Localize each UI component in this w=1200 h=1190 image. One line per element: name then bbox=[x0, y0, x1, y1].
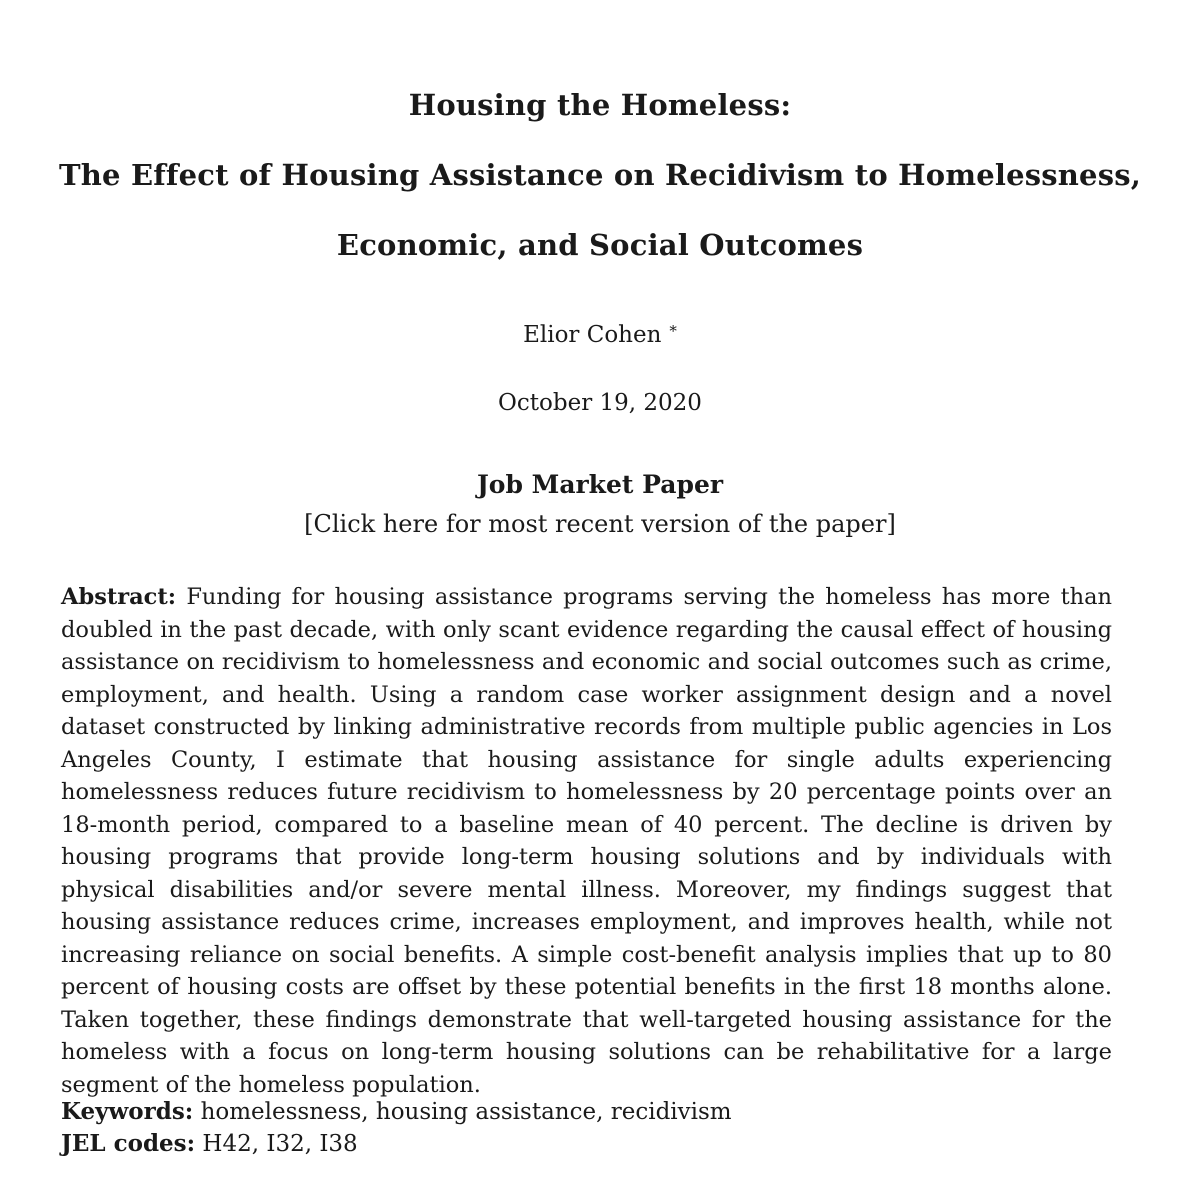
author-footnote-mark[interactable]: * bbox=[669, 322, 677, 340]
title-line-1: Housing the Homeless: bbox=[408, 88, 792, 122]
author-name: Elior Cohen bbox=[523, 322, 662, 348]
jel-codes-label: JEL codes: bbox=[61, 1130, 196, 1157]
paper-type: Job Market Paper bbox=[476, 470, 724, 499]
title-line-2: The Effect of Housing Assistance on Recidivism to Homelessness, bbox=[58, 158, 1142, 192]
keywords-label: Keywords: bbox=[61, 1098, 194, 1125]
abstract-label: Abstract: bbox=[61, 584, 177, 610]
abstract-text: Funding for housing assistance programs serving the homeless has more than doubled in the past decade, with only scant evidence regarding the causal effect of housing assistance on recidivism to homelessness and economic and social outcomes such as crime, employment, and health. Using a random case worker assignment design and a novel dataset constructed by linking administrative records from multiple public agencies in Los Angeles County, I estimate that housing assistance for single adults experiencing homelessness reduces future recidivism to homelessness by 20 percentage points over an 18-month period, compared to a baseline mean of 40 percent. The decline is driven by housing programs that provide long-term housing solutions and by individuals with physical disabilities and/or severe mental illness. Moreover, my findings suggest that housing assistance reduces crime, increases employment, and improves health, while not increasing reliance on social benefits. A simple cost-benefit analysis implies that up to 80 percent of housing costs are offset by these potential benefits in the first 18 months alone. Taken together, these findings demonstrate that well-targeted housing assistance for the homeless with a focus on long-term housing solutions can be rehabilitative for a large segment of the homeless population. bbox=[61, 584, 1113, 1098]
keywords-value: homelessness, housing assistance, recidivism bbox=[200, 1099, 732, 1125]
abstract bbox=[61, 581, 1112, 1101]
paper-date: October 19, 2020 bbox=[498, 390, 702, 416]
author-line bbox=[0, 322, 1200, 348]
keywords-row bbox=[61, 1098, 732, 1125]
jel-codes-value: H42, I32, I38 bbox=[202, 1131, 358, 1157]
title-line-3: Economic, and Social Outcomes bbox=[336, 228, 864, 262]
recent-version-link[interactable]: [Click here for most recent version of the paper] bbox=[304, 510, 896, 538]
jel-codes-row bbox=[61, 1130, 358, 1157]
